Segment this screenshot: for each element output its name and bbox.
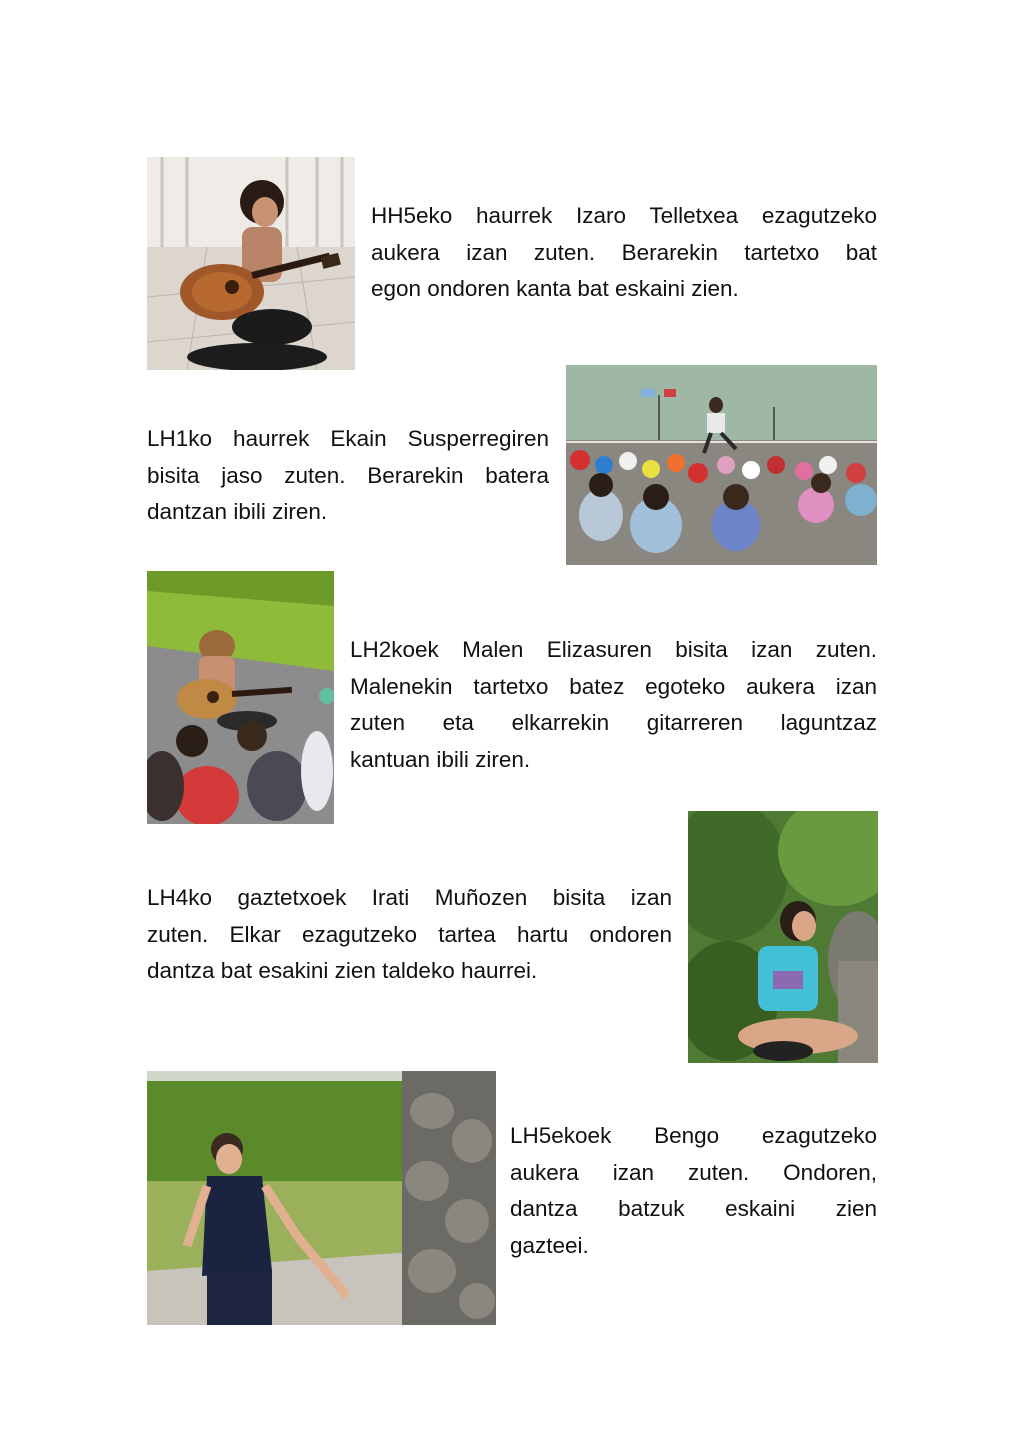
young-woman-sitting-by-plants-photo [688, 811, 878, 1063]
text-line: LH4ko gaztetxoek Irati Muñozen bisita izan [147, 885, 672, 910]
text-line: dantzan ibili ziren. [147, 499, 328, 524]
text-line: kantuan ibili ziren. [350, 746, 531, 772]
paragraph-lh5 [510, 1118, 877, 1264]
text-line: zuten. Elkar ezagutzeko tartea hartu ondoren [147, 921, 672, 947]
text-line: LH2koek Malen Elizasuren bisita izan zuten. [350, 637, 877, 662]
paragraph-lh2 [350, 632, 877, 778]
children-watching-dancer-photo [566, 365, 877, 565]
text-line: egon ondoren kanta bat eskaini zien. [371, 276, 739, 301]
paragraph-lh1 [147, 421, 549, 531]
guitarist-woman-sitting-photo [147, 157, 355, 370]
text-line: dantza bat esakini zien taldeko haurrei. [147, 958, 538, 983]
text-line: LH5ekoek Bengo ezagutzeko [510, 1123, 877, 1148]
text-line: gazteei. [510, 1232, 589, 1258]
text-line: dantza batzuk eskaini zien [510, 1196, 877, 1221]
text-line: zuten eta elkarrekin gitarreren laguntzaz [350, 710, 877, 735]
text-line: HH5eko haurrek Izaro Telletxea ezagutzeko [371, 203, 877, 228]
text-line: Malenekin tartetxo batez egoteko aukera izan [350, 673, 877, 699]
paragraph-hh5 [371, 198, 877, 308]
text-line: bisita jaso zuten. Berarekin batera [147, 462, 549, 488]
young-man-dancing-by-hedge-photo [147, 1071, 496, 1325]
guitarist-with-children-outdoors-photo [147, 571, 334, 824]
text-line: aukera izan zuten. Ondoren, [510, 1159, 877, 1185]
text-line: LH1ko haurrek Ekain Susperregiren [147, 426, 549, 451]
paragraph-lh4 [147, 880, 672, 990]
text-line: aukera izan zuten. Berarekin tartetxo bat [371, 239, 877, 265]
